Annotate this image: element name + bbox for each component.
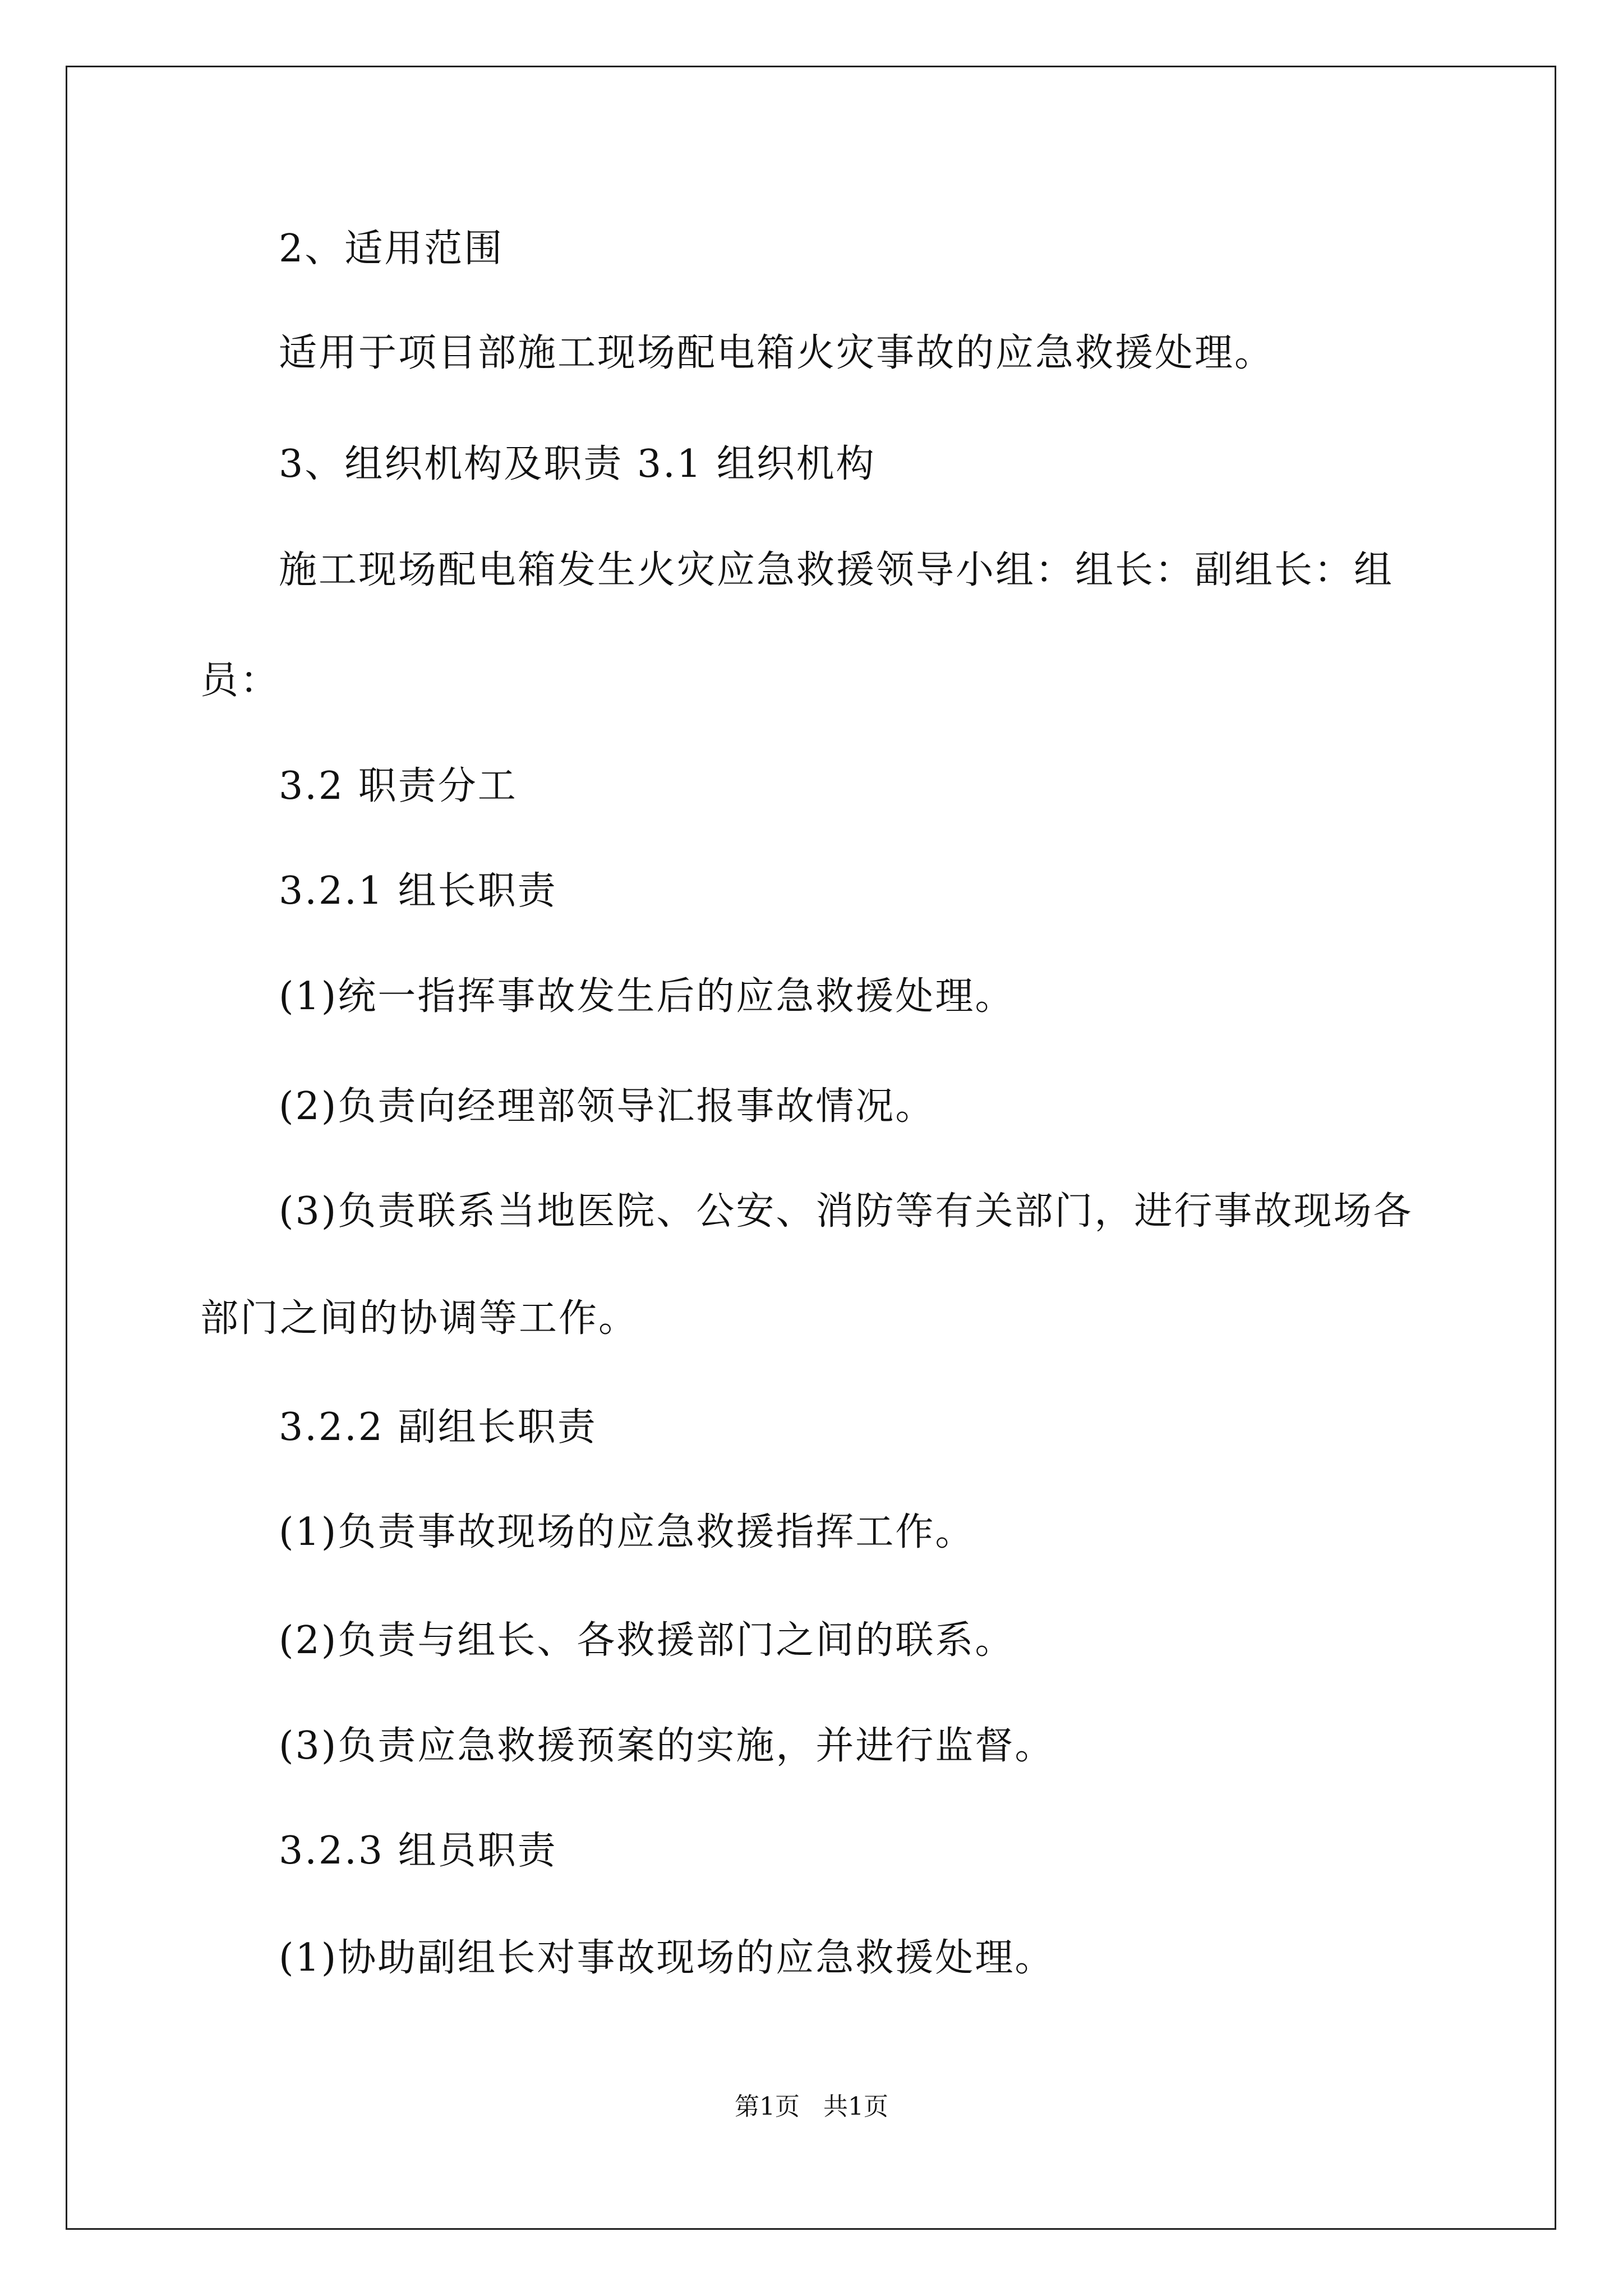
scope-paragraph: 适用于项目部施工现场配电箱火灾事故的应急救援处理。 [279,331,1275,375]
deputy-duty-2: (2)负责与组长、各救援部门之间的联系。 [279,1618,1015,1663]
deputy-duty-1: (1)负责事故现场的应急救援指挥工作。 [279,1510,975,1554]
subheading-member-duties: 3.2.3 组员职责 [279,1829,557,1873]
page-footer [0,2091,1623,2123]
member-duty-1: (1)协助副组长对事故现场的应急救援处理。 [279,1936,1055,1980]
leader-duty-3-continuation: 部门之间的协调等工作。 [200,1296,639,1341]
footer-gap [800,2092,823,2121]
section-heading-organization: 3、组织机构及职责 3.1 组织机构 [279,442,876,486]
subheading-leader-duties: 3.2.1 组长职责 [279,869,557,913]
leader-duty-1: (1)统一指挥事故发生后的应急救援处理。 [279,974,1015,1019]
section-heading-scope: 2、适用范围 [279,227,504,271]
leader-duty-2: (2)负责向经理部领导汇报事故情况。 [279,1084,935,1129]
leadership-group-continuation: 员： [200,659,280,703]
page-border [66,66,1556,2230]
subheading-deputy-duties: 3.2.2 副组长职责 [279,1405,597,1450]
section-heading-division: 3.2 职责分工 [279,764,518,808]
deputy-duty-3: (3)负责应急救援预案的实施，并进行监督。 [279,1724,1055,1768]
leader-duty-3: (3)负责联系当地医院、公安、消防等有关部门，进行事故现场各 [279,1189,1413,1234]
leadership-group-line: 施工现场配电箱发生火灾应急救援领导小组：组长：副组长：组 [279,548,1394,592]
page-number-current: 第1页 [735,2092,800,2121]
page-number-total: 共1页 [823,2092,888,2121]
